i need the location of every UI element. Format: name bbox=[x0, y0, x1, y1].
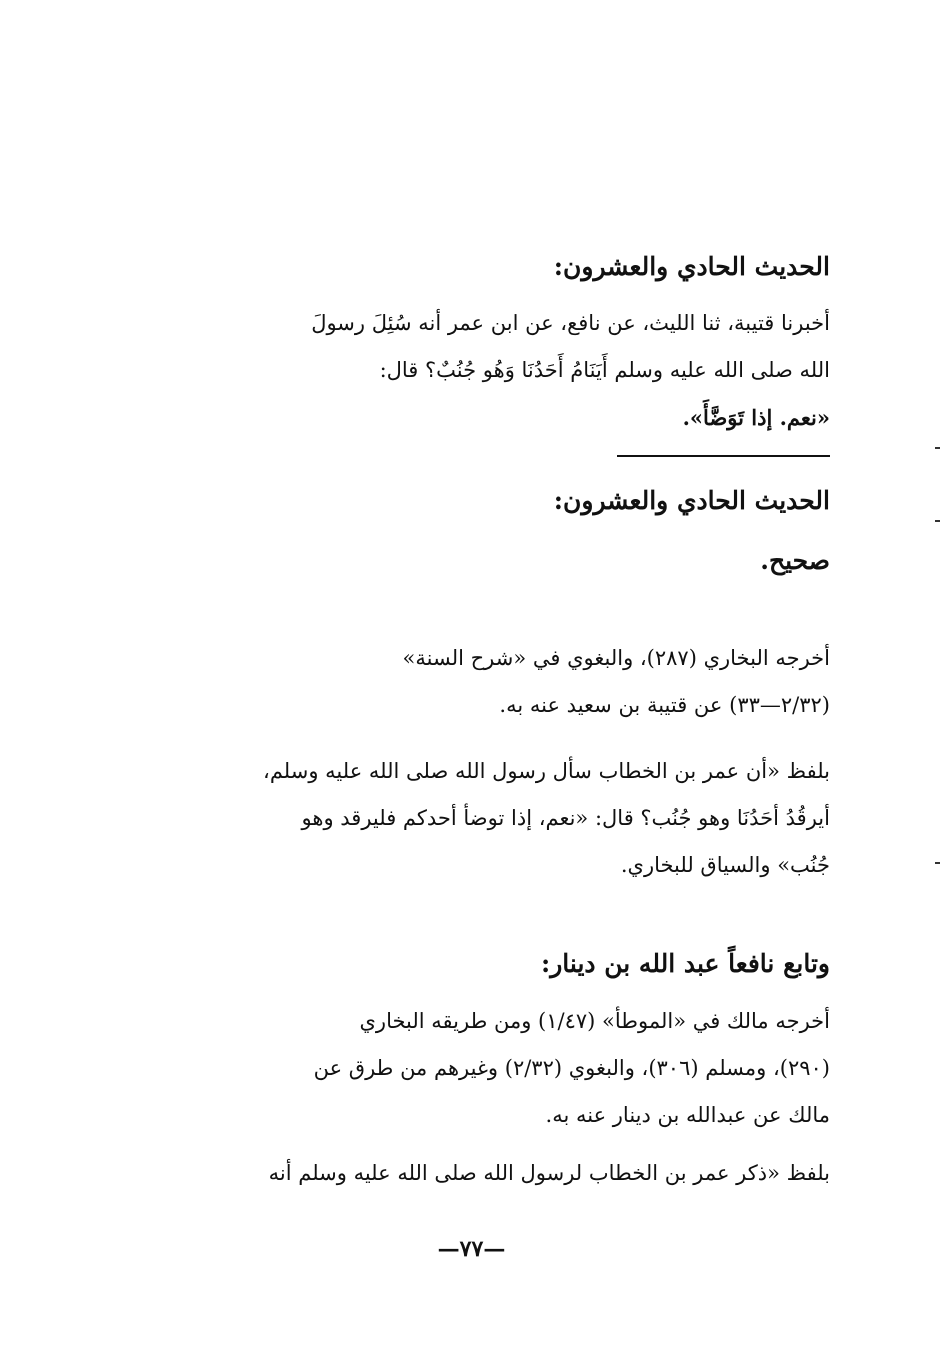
takhrij-line: (٢/٣٢—٣٣) عن قتيبة بن سعيد عنه به. bbox=[499, 693, 830, 717]
hadith-line: الله صلى الله عليه وسلم أَيَنَامُ أَحَدُنَا وَهُو جُنُبٌ؟ قال: bbox=[379, 358, 830, 382]
follow-up-line: مالك عن عبدالله بن دينار عنه به. bbox=[545, 1103, 830, 1127]
takhrij-heading: الحديث الحادي والعشرون: bbox=[553, 486, 830, 515]
follow-up-wording bbox=[135, 1150, 830, 1197]
takhrij-paragraph bbox=[135, 635, 830, 729]
page-number: —٧٧— bbox=[437, 1236, 506, 1262]
separator-rule bbox=[617, 455, 830, 457]
wording-line: جُنُب» والسياق للبخاري. bbox=[620, 853, 830, 877]
wording-line: بلفظ «أن عمر بن الخطاب سأل رسول الله صلى الله عليه وسلم، bbox=[263, 759, 830, 783]
hadith-heading: الحديث الحادي والعشرون: bbox=[553, 252, 830, 281]
scan-mark bbox=[935, 862, 940, 864]
follow-up-wording-line: بلفظ «ذكر عمر بن الخطاب لرسول الله صلى الله عليه وسلم أنه bbox=[268, 1161, 830, 1185]
follow-up-line: أخرجه مالك في «الموطأ» (١/٤٧) ومن طريقه البخاري bbox=[359, 1009, 830, 1033]
scan-mark bbox=[935, 447, 940, 449]
hadith-body bbox=[135, 300, 830, 441]
wording-paragraph bbox=[135, 748, 830, 889]
takhrij-line: أخرجه البخاري (٢٨٧)، والبغوي في «شرح السنة» bbox=[402, 646, 830, 670]
grade-label: صحيح. bbox=[760, 546, 830, 575]
follow-up-paragraph bbox=[135, 998, 830, 1139]
hadith-line: «نعم. إذا تَوَضَّأَ». bbox=[682, 405, 830, 430]
wording-line: أيرقُدُ أحَدُنَا وهو جُنُب؟ قال: «نعم، إذا توضأ أحدكم فليرقد وهو bbox=[301, 806, 830, 830]
follow-up-line: (٢٩٠)، ومسلم (٣٠٦)، والبغوي (٢/٣٢) وغيرهم من طرق عن bbox=[313, 1056, 830, 1080]
scan-mark bbox=[935, 520, 940, 522]
hadith-line: أخبرنا قتيبة، ثنا الليث، عن نافع، عن ابن عمر أنه سُئِلَ رسولَ bbox=[311, 311, 830, 335]
follow-up-heading: وتابع نافعاً عبد الله بن دينار: bbox=[540, 949, 830, 978]
